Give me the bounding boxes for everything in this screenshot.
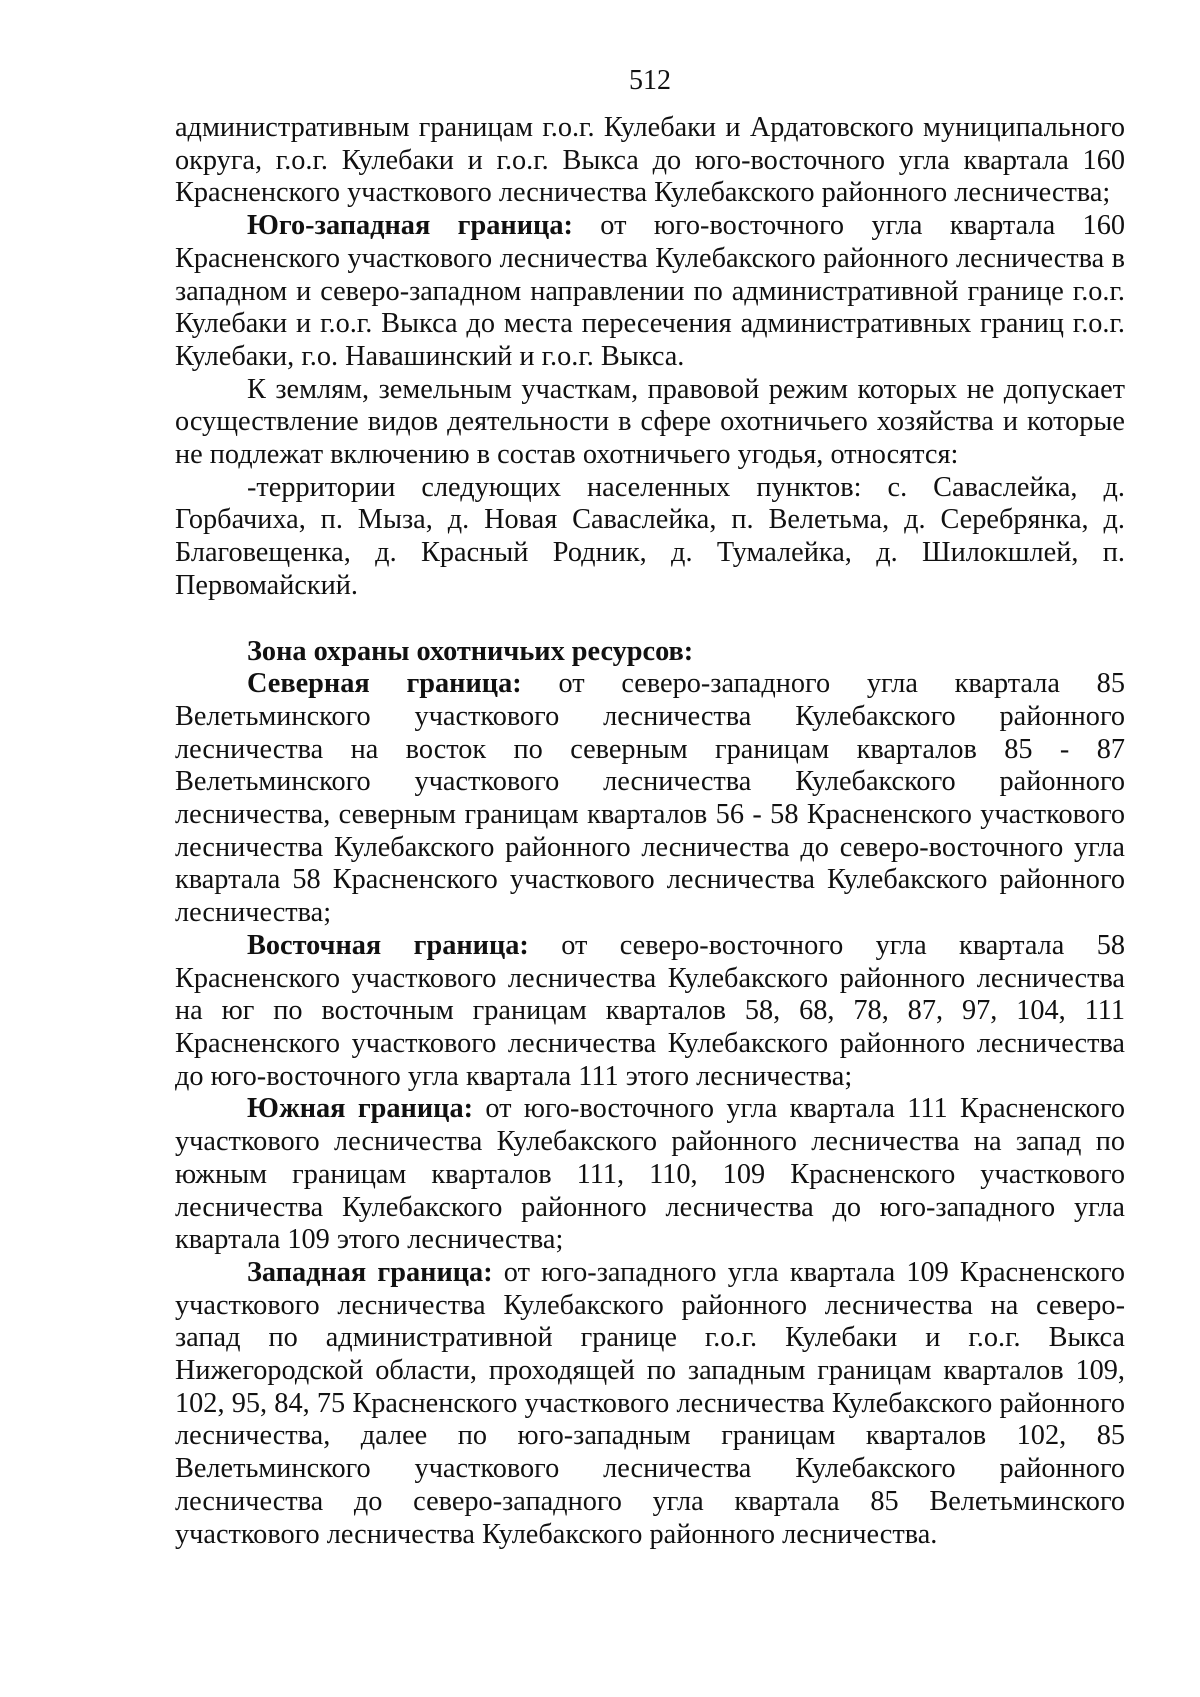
west-boundary-paragraph — [175, 1257, 1125, 1551]
settlements-paragraph: -территории следующих населенных пунктов: с. Саваслейка, д. Горбачиха, п. Мыза, д. Новая Саваслейка, п. Велетьма, д. Серебрянка, д. Благовещенка, д. Красный Родник, д. Тумалейка, д. Шилокшлей, п. Первомайский. — [175, 471, 1125, 601]
southwest-boundary-paragraph — [175, 210, 1125, 374]
boundary-continuation-paragraph: административным границам г.о.г. Кулебаки и Ардатовского муниципального округа, г.о.г. Кулебаки и г.о.г. Выкса до юго-восточного угла квартала 160 Красненского участкового лесничества Кулебакского районного лесничества; — [175, 112, 1125, 209]
restricted-lands-paragraph: К землям, земельным участкам, правовой режим которых не допускает осуществление видов деятельности в сфере охотничьего хозяйства и которые не подлежат включению в состав охотничьего угодья, относятся: — [175, 373, 1125, 471]
east-boundary-label: Восточная граница: — [247, 929, 529, 961]
north-boundary-text: от северо-западного угла квартала 85 Велетьминского участкового лесничества Кулебакского районного лесничества на восток по северным границам кварталов 85 - 87 Велетьминского участкового лесничества Кулебакского районного лесничества, северным границам кварталов 56 - 58 Красненского участкового лесничества Кулебакского районного лесничества до северо-восточного угла квартала 58 Красненского участкового лесничества Кулебакского районного лесничества; — [175, 668, 1125, 929]
north-boundary-label: Северная граница: — [247, 668, 522, 700]
south-boundary-paragraph — [175, 1093, 1125, 1257]
zone-heading: Зона охраны охотничьих ресурсов: — [247, 635, 694, 667]
west-boundary-text: от юго-западного угла квартала 109 Красненского участкового лесничества Кулебакского районного лесничества на северо-запад по административной границе г.о.г. Кулебаки и г.о.г. Выкса Нижегородской области, проходящей по западным границам кварталов 109, 102, 95, 84, 75 Красненского участкового лесничества Кулебакского районного лесничества, далее по юго-западным границам кварталов 102, 85 Велетьминского участкового лесничества Кулебакского районного лесничества до северо-западного угла квартала 85 Велетьминского участкового лесничества Кулебакского районного лесничества. — [175, 1256, 1125, 1550]
east-boundary-text: от северо-восточного угла квартала 58 Красненского участкового лесничества Кулебакского районного лесничества на юг по восточным границам кварталов 58, 68, 78, 87, 97, 104, 111 Красненского участкового лесничества Кулебакского районного лесничества до юго-восточного угла квартала 111 этого лесничества; — [175, 929, 1125, 1092]
north-boundary-paragraph — [175, 668, 1125, 930]
east-boundary-paragraph — [175, 930, 1125, 1094]
southwest-boundary-label: Юго-западная граница: — [247, 210, 573, 242]
south-boundary-label: Южная граница: — [247, 1093, 474, 1125]
west-boundary-label: Западная граница: — [247, 1256, 493, 1288]
south-boundary-text: от юго-восточного угла квартала 111 Красненского участкового лесничества Кулебакского районного лесничества на запад по южным границам кварталов 111, 110, 109 Красненского участкового лесничества Кулебакского районного лесничества до юго-западного угла квартала 109 этого лесничества; — [175, 1093, 1126, 1256]
document-page — [175, 66, 1125, 1551]
section-spacer — [175, 603, 1125, 636]
page-number: 512 — [629, 65, 671, 96]
southwest-boundary-text: от юго-восточного угла квартала 160 Красненского участкового лесничества Кулебакского районного лесничества в западном и северо-западном направлении по административной границе г.о.г. Кулебаки и г.о.г. Выкса до места пересечения административных границ г.о.г. Кулебаки, г.о. Навашинский и г.о.г. Выкса. — [175, 210, 1125, 372]
